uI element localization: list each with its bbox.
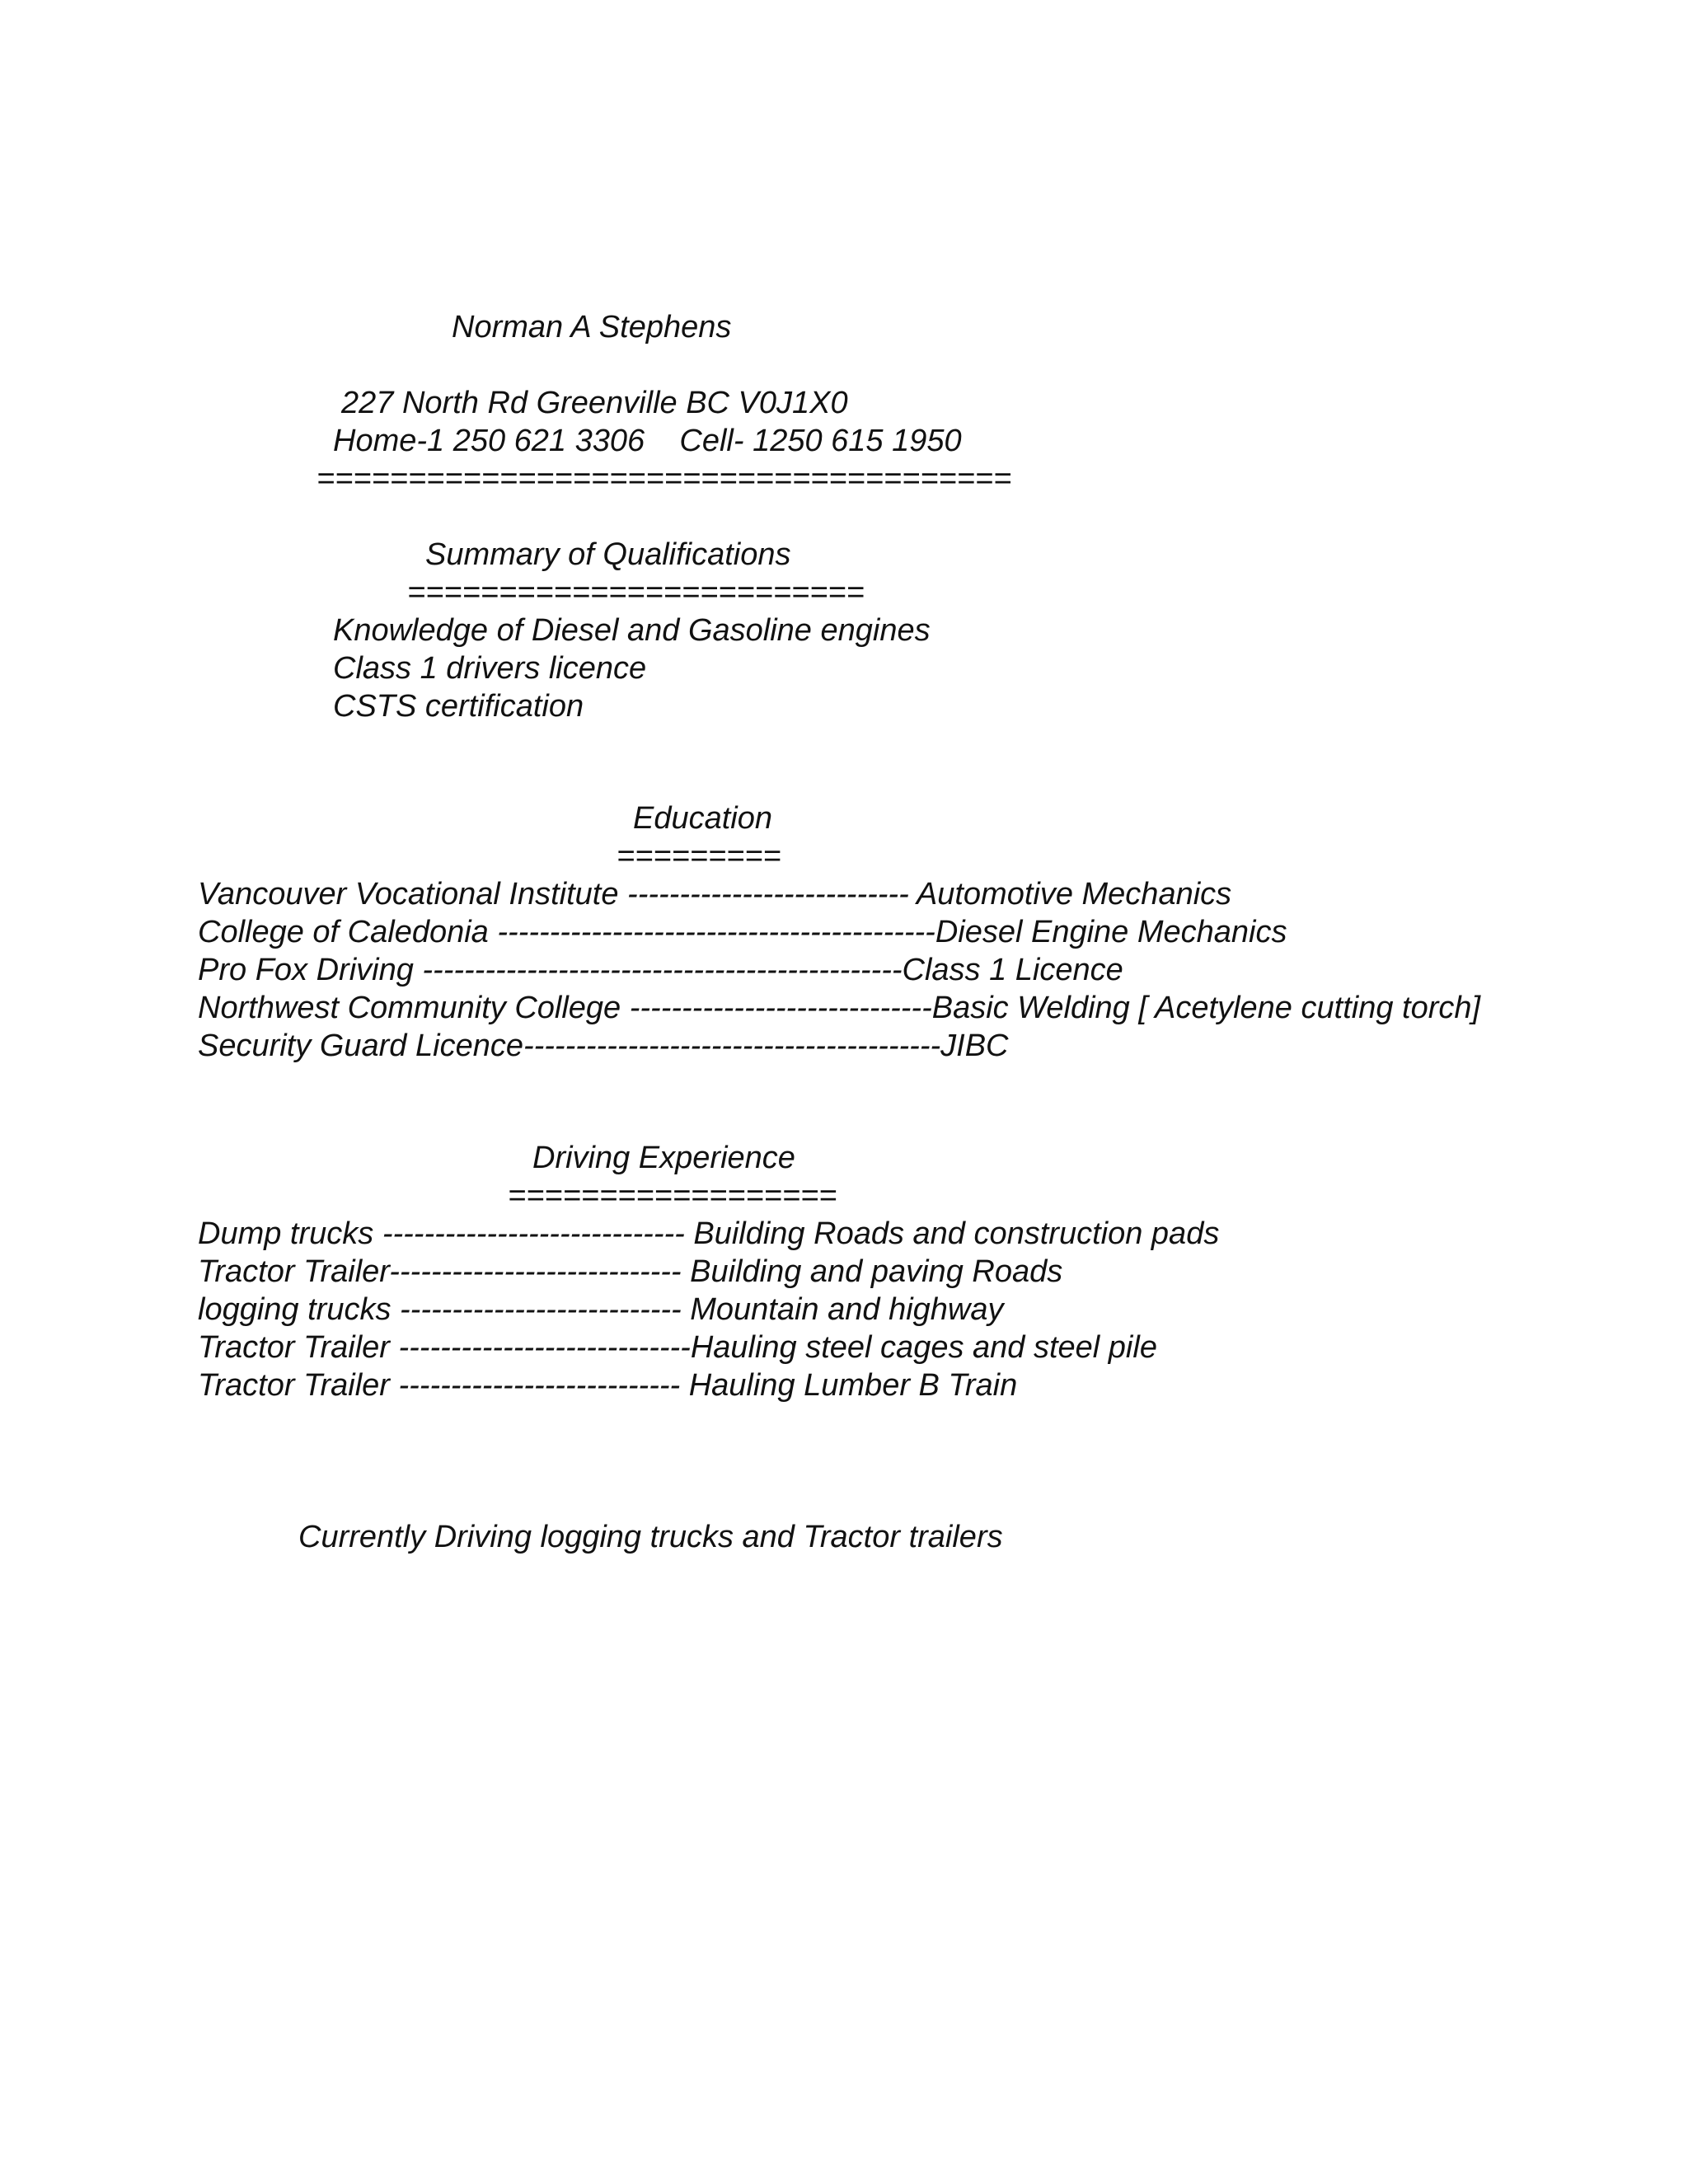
driving-entry: Tractor Trailer --------------------------- Hauling Lumber B Train <box>198 1368 1018 1403</box>
driving-entry: Tractor Trailer ----------------------------Hauling steel cages and steel pile <box>198 1330 1157 1365</box>
address-line: 227 North Rd Greenville BC V0J1X0 <box>341 386 848 420</box>
education-entry: Security Guard Licence----------------------------------------JIBC <box>198 1029 1009 1063</box>
header-rule: ====================================== <box>316 462 1012 496</box>
qualifications-heading: Summary of Qualifications <box>425 537 791 572</box>
candidate-name: Norman A Stephens <box>452 310 732 344</box>
driving-entry: Tractor Trailer---------------------------- Building and paving Roads <box>198 1254 1063 1289</box>
driving-rule: ================== <box>508 1179 837 1213</box>
education-entry: College of Caledonia ------------------------------------------Diesel Engine Mechanics <box>198 915 1287 949</box>
qualification-item: Knowledge of Diesel and Gasoline engines <box>333 613 931 648</box>
education-entry: Vancouver Vocational Institute --------------------------- Automotive Mechanics <box>198 877 1232 912</box>
education-rule: ========= <box>617 839 781 874</box>
driving-heading: Driving Experience <box>532 1141 795 1175</box>
current-status: Currently Driving logging trucks and Tractor trailers <box>298 1520 1003 1554</box>
education-entry: Northwest Community College -----------------------------Basic Welding [ Acetylene cutting torch] <box>198 991 1481 1025</box>
qualifications-rule: ========================= <box>407 575 865 610</box>
qualification-item: CSTS certification <box>333 689 584 724</box>
phone-line: Home-1 250 621 3306 Cell- 1250 615 1950 <box>333 424 962 458</box>
education-heading: Education <box>633 801 773 836</box>
driving-entry: Dump trucks ----------------------------- Building Roads and construction pads <box>198 1216 1220 1251</box>
qualification-item: Class 1 drivers licence <box>333 651 647 686</box>
driving-entry: logging trucks --------------------------- Mountain and highway <box>198 1292 1004 1327</box>
education-entry: Pro Fox Driving ----------------------------------------------Class 1 Licence <box>198 953 1123 987</box>
